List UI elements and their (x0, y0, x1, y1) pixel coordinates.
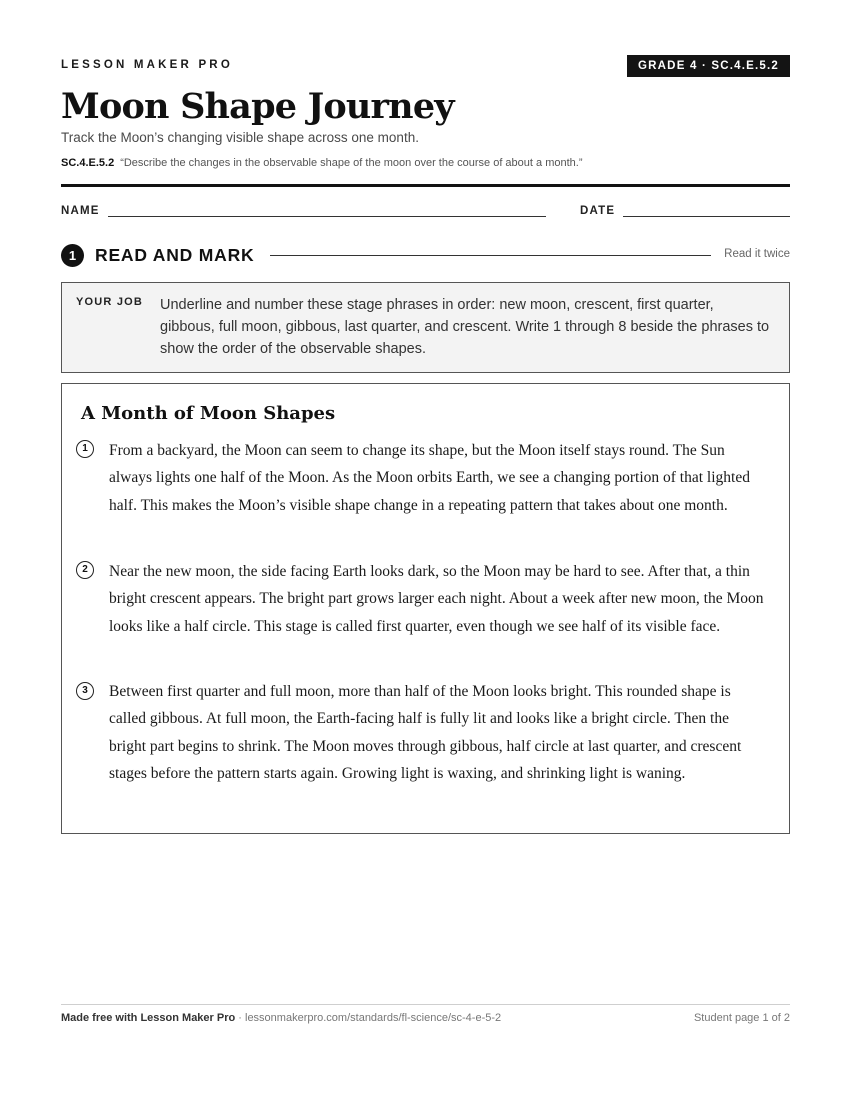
grade-badge: GRADE 4 · SC.4.E.5.2 (627, 55, 790, 77)
header-divider (61, 184, 790, 187)
instructions-box (61, 282, 790, 373)
page-title: Moon Shape Journey (61, 86, 454, 127)
paragraph-number: 2 (76, 561, 94, 579)
date-field[interactable] (623, 216, 790, 217)
page-indicator: Student page 1 of 2 (693, 1012, 790, 1024)
passage-title: A Month of Moon Shapes (81, 403, 336, 424)
step-number-badge: 1 (61, 244, 84, 267)
footer-url[interactable]: · lessonmakerpro.com/standards/fl-science/sc-4-e-5-2 (235, 1012, 502, 1024)
reading-passage (61, 383, 790, 834)
standard-text: “Describe the changes in the observable shape of the moon over the course of about a month.” (120, 157, 583, 169)
page-subtitle: Track the Moon’s changing visible shape across one month. (61, 130, 419, 145)
date-label: DATE (580, 205, 616, 217)
brand-name: LESSON MAKER PRO (61, 59, 233, 71)
student-fields (61, 204, 790, 220)
name-field[interactable] (108, 216, 546, 217)
footer-brand: Made free with Lesson Maker Pro (61, 1012, 236, 1024)
top-bar (61, 55, 790, 79)
section-note: Read it twice (724, 248, 790, 260)
instructions-label: YOUR JOB (76, 296, 144, 308)
paragraph: Between first quarter and full moon, more than half of the Moon looks bright. This rounded shape is called gibbous. At full moon, the Earth-facing half is fully lit and looks like a bright circle. Then the bright part begins to shrink. The Moon moves through gibbous, half circle at last quarter, and crescent stages before the pattern starts again. Growing light is waxing, and shrinking light is waning. (109, 683, 742, 783)
worksheet-page (61, 0, 790, 1100)
section-title: READ AND MARK (95, 245, 255, 265)
paragraph: From a backyard, the Moon can seem to change its shape, but the Moon itself stays round. The Sun always lights one half of the Moon. As the Moon orbits Earth, we see a changing portion of that lighted half. This makes the Moon’s visible shape change in a repeating pattern that takes about one month. (109, 442, 750, 514)
footer-credit (61, 1012, 501, 1024)
standard-code: SC.4.E.5.2 (61, 157, 115, 169)
footer-divider (61, 1004, 790, 1005)
paragraph: Near the new moon, the side facing Earth looks dark, so the Moon may be hard to see. After that, a thin bright crescent appears. The bright part grows larger each night. About a week after new moon, the Moon looks like a half circle. This stage is called first quarter, even though we see half of its visible face. (109, 563, 764, 635)
name-label: NAME (61, 205, 100, 217)
paragraph-number: 1 (76, 440, 94, 458)
instructions-text: Underline and number these stage phrases in order: new moon, crescent, first quarter, gibbous, full moon, gibbous, last quarter, and crescent. Write 1 through 8 beside the phrases to show the order of the observable shapes. (160, 297, 770, 357)
paragraph-number: 3 (76, 682, 94, 700)
standard-line (61, 157, 582, 169)
section-header (61, 243, 790, 267)
section-divider (270, 255, 711, 256)
